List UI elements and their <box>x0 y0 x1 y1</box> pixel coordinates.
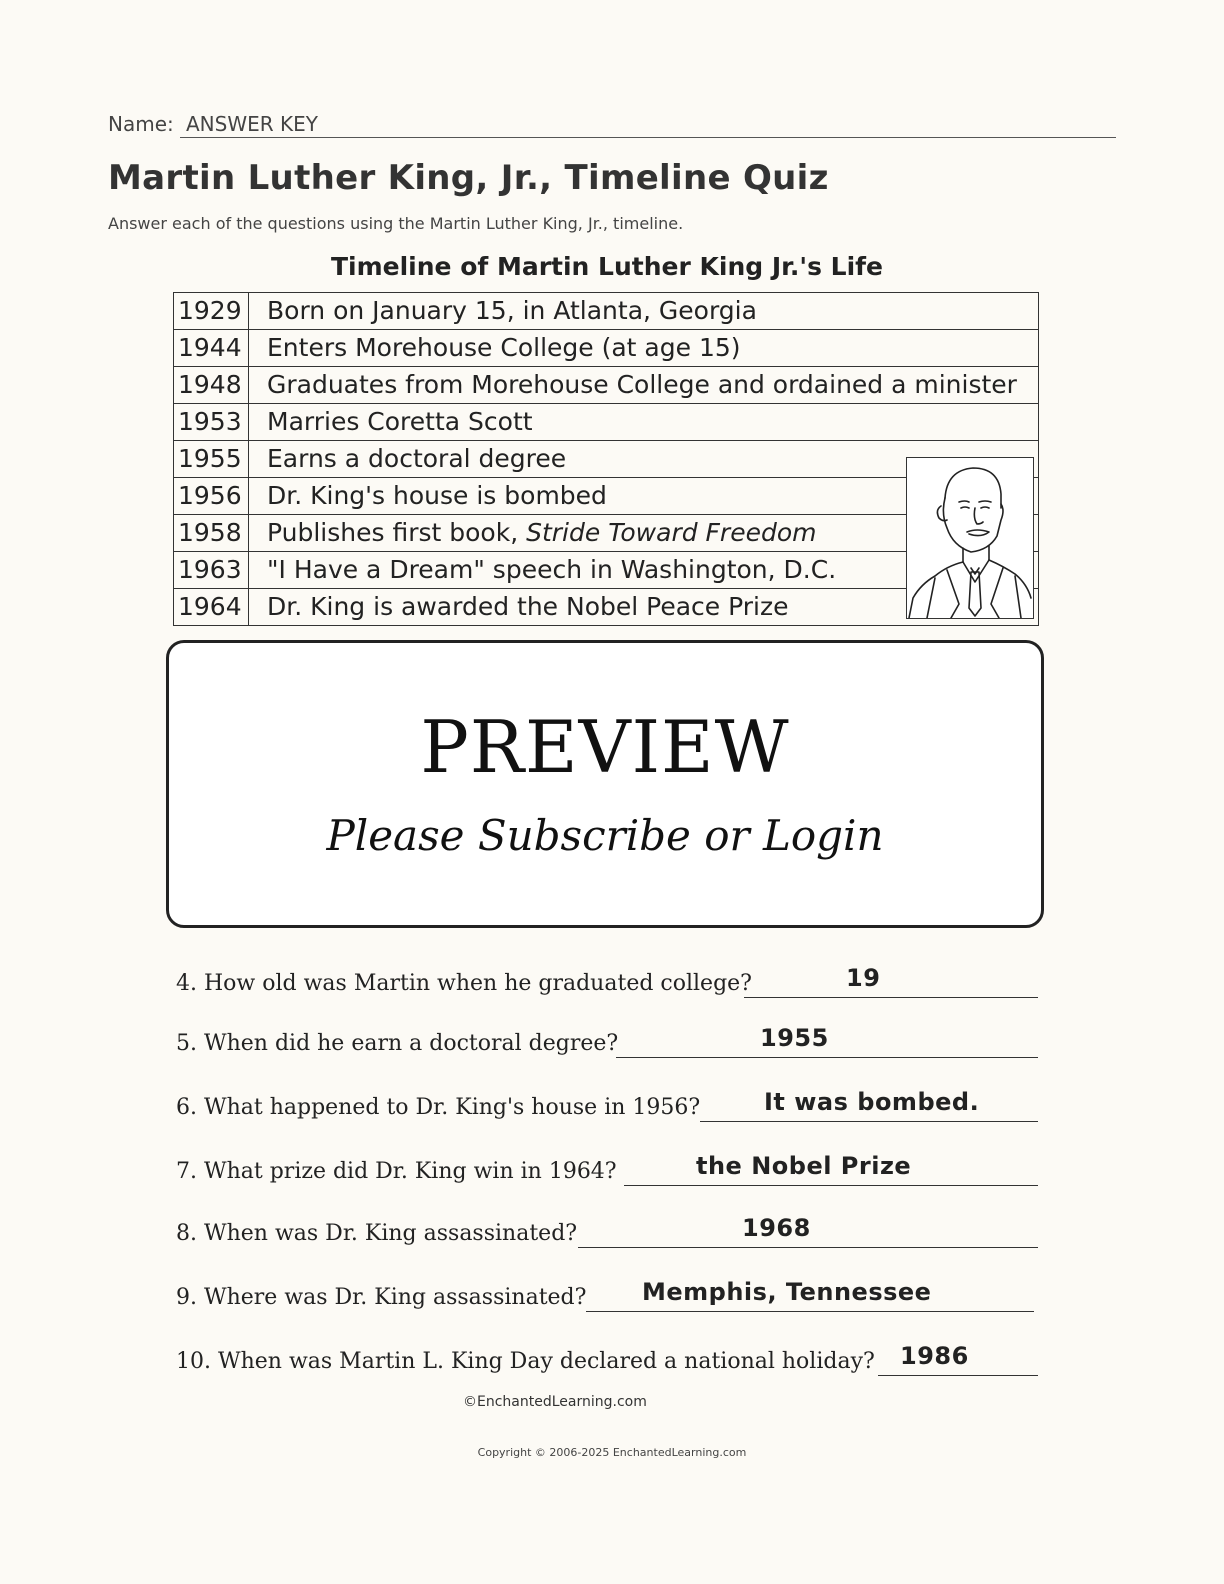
answer-text: 1955 <box>760 1024 829 1052</box>
question-6 <box>176 1082 1038 1122</box>
timeline-row <box>174 367 1039 404</box>
question-9 <box>176 1272 1034 1312</box>
timeline-event: Dr. King's house is bombed <box>249 478 1039 515</box>
answer-text: 19 <box>846 964 881 992</box>
timeline-row <box>174 293 1039 330</box>
timeline-year: 1944 <box>174 330 249 367</box>
question-text: 6. What happened to Dr. King's house in 1956? <box>176 1095 701 1120</box>
question-7 <box>176 1146 1038 1186</box>
timeline-event: Marries Coretta Scott <box>249 404 1039 441</box>
timeline-year: 1929 <box>174 293 249 330</box>
mlk-portrait-drawing <box>907 458 1033 618</box>
timeline-row <box>174 404 1039 441</box>
timeline-event-text: Publishes first book, <box>267 518 519 547</box>
question-10 <box>176 1336 1038 1376</box>
answer-text: 1986 <box>900 1342 969 1370</box>
timeline-year: 1958 <box>174 515 249 552</box>
question-text: 9. Where was Dr. King assassinated? <box>176 1285 587 1310</box>
timeline-event: Dr. King is awarded the Nobel Peace Prize <box>249 589 1039 626</box>
timeline-row <box>174 330 1039 367</box>
answer-text: the Nobel Prize <box>696 1152 912 1180</box>
image-credit: ©EnchantedLearning.com <box>463 1394 647 1410</box>
question-text: 7. What prize did Dr. King win in 1964? <box>176 1159 617 1184</box>
question-5 <box>176 1018 1038 1058</box>
timeline-year: 1956 <box>174 478 249 515</box>
copyright: Copyright © 2006-2025 EnchantedLearning.com <box>477 1446 747 1459</box>
timeline-year: 1948 <box>174 367 249 404</box>
question-4 <box>176 958 1038 998</box>
preview-overlay[interactable] <box>166 640 1044 928</box>
question-text: 5. When did he earn a doctoral degree? <box>176 1031 619 1056</box>
timeline-event: Born on January 15, in Atlanta, Georgia <box>249 293 1039 330</box>
timeline-year: 1955 <box>174 441 249 478</box>
answer-text: Memphis, Tennessee <box>642 1278 932 1306</box>
timeline-title: Timeline of Martin Luther King Jr.'s Life <box>330 252 883 281</box>
timeline-event: "I Have a Dream" speech in Washington, D.C. <box>249 552 1039 589</box>
preview-subtitle[interactable]: Please Subscribe or Login <box>326 811 884 860</box>
question-text: 8. When was Dr. King assassinated? <box>176 1221 578 1246</box>
name-label: Name: <box>108 112 174 136</box>
instructions: Answer each of the questions using the Martin Luther King, Jr., timeline. <box>108 214 684 233</box>
name-value: ANSWER KEY <box>180 110 1116 138</box>
timeline-event: Graduates from Morehouse College and ordained a minister <box>249 367 1039 404</box>
answer-line <box>744 959 1038 998</box>
page-title: Martin Luther King, Jr., Timeline Quiz <box>108 158 829 198</box>
question-text: 4. How old was Martin when he graduated college? <box>176 971 752 996</box>
preview-title: PREVIEW <box>420 705 790 789</box>
name-row <box>108 110 1116 140</box>
question-text: 10. When was Martin L. King Day declared a national holiday? <box>176 1349 875 1374</box>
timeline-year: 1963 <box>174 552 249 589</box>
answer-text: 1968 <box>742 1214 811 1242</box>
timeline-event: Earns a doctoral degree <box>249 441 1039 478</box>
timeline-year: 1964 <box>174 589 249 626</box>
question-8 <box>176 1208 1038 1248</box>
timeline-year: 1953 <box>174 404 249 441</box>
mlk-portrait-icon <box>906 457 1034 619</box>
timeline-event: Enters Morehouse College (at age 15) <box>249 330 1039 367</box>
book-title: Stride Toward Freedom <box>526 518 817 547</box>
answer-text: It was bombed. <box>764 1088 980 1116</box>
